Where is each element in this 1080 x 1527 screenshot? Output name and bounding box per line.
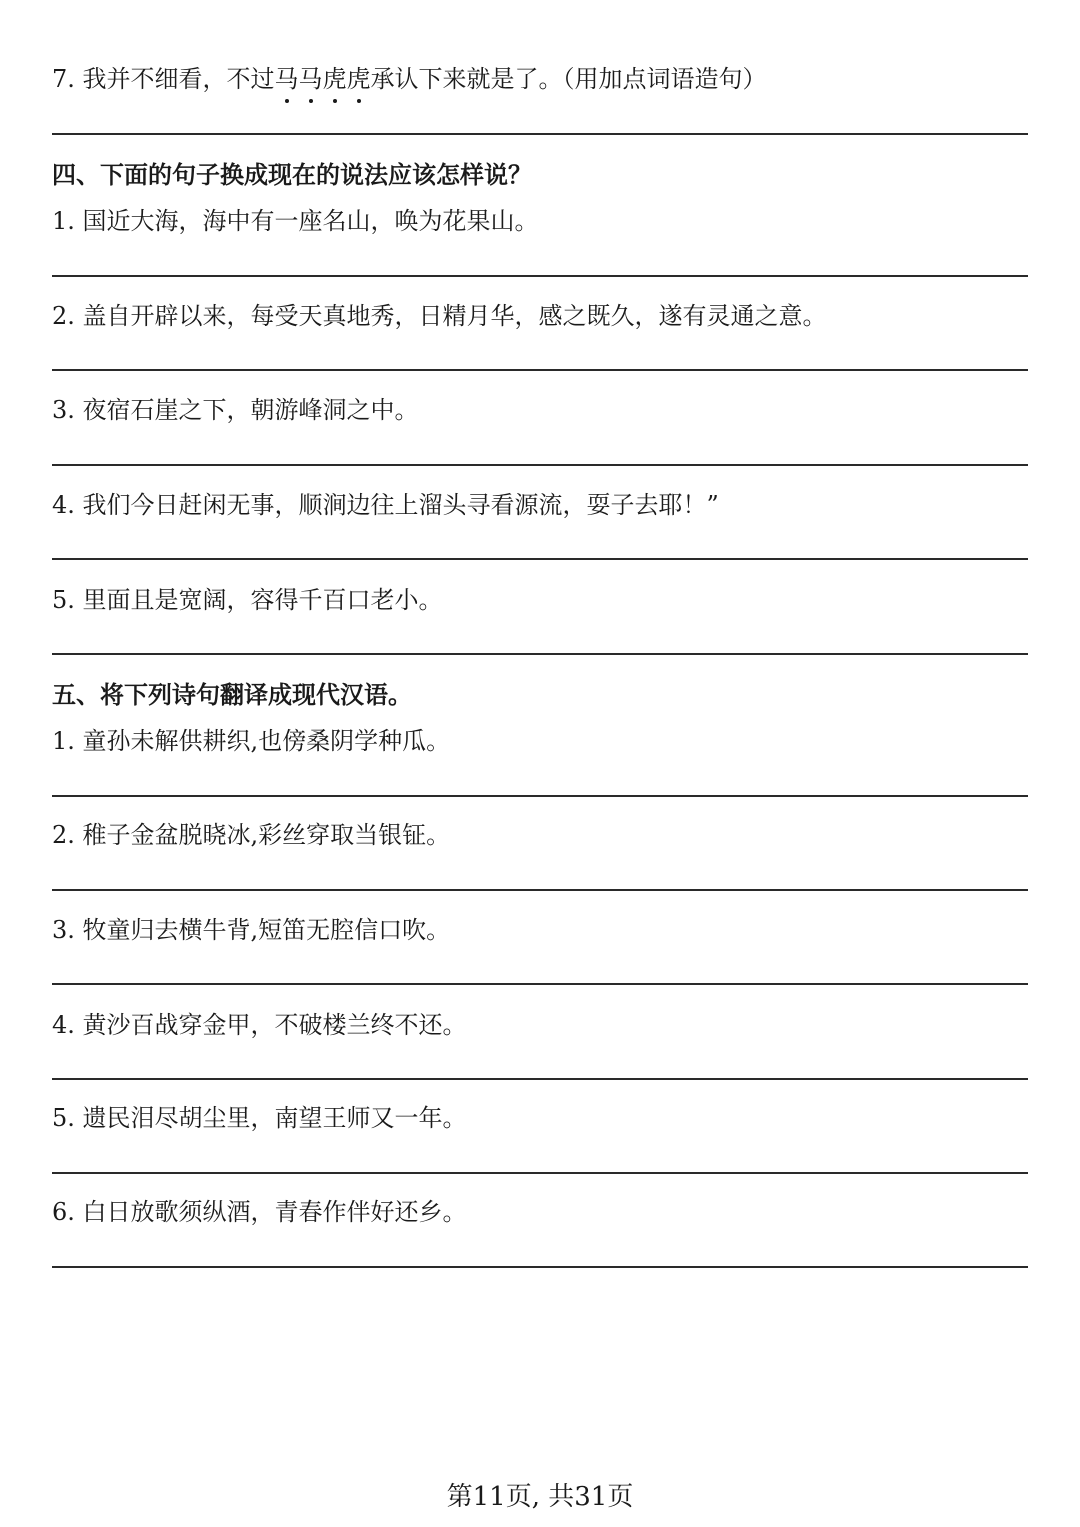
answer-line[interactable] <box>52 369 1028 371</box>
page-number: 第11页, 共31页 <box>446 1482 634 1512</box>
section-5-item-4: 4. 黄沙百战穿金甲，不破楼兰终不还。 <box>52 1011 467 1039</box>
answer-line[interactable] <box>52 1078 1028 1080</box>
answer-line[interactable] <box>52 983 1028 985</box>
answer-line[interactable] <box>52 464 1028 466</box>
section-5-item-3: 3. 牧童归去横牛背,短笛无腔信口吹。 <box>52 916 451 944</box>
dotted-char: 虎 <box>347 62 371 96</box>
answer-line[interactable] <box>52 558 1028 560</box>
dotted-char: 虎 <box>323 62 347 96</box>
answer-line[interactable] <box>52 275 1028 277</box>
answer-line[interactable] <box>52 795 1028 797</box>
answer-line[interactable] <box>52 889 1028 891</box>
section-4-item-4: 4. 我们今日赶闲无事，顺涧边往上溜头寻看源流，耍子去耶！” <box>52 491 719 519</box>
question-7-suffix: 承认下来就是了。（用加点词语造句） <box>370 65 767 93</box>
dotted-char: 马 <box>299 62 323 96</box>
question-7 <box>52 62 1028 96</box>
section-5-item-5: 5. 遗民泪尽胡尘里，南望王师又一年。 <box>52 1104 467 1132</box>
section-5-item-6: 6. 白日放歌须纵酒，青春作伴好还乡。 <box>52 1198 467 1226</box>
section-4-item-3: 3. 夜宿石崖之下，朝游峰洞之中。 <box>52 396 419 424</box>
section-4-heading: 四、下面的句子换成现在的说法应该怎样说？ <box>52 161 532 189</box>
question-7-prefix: 7. 我并不细看，不过 <box>52 65 275 93</box>
section-5-item-2: 2. 稚子金盆脱晓冰,彩丝穿取当银钲。 <box>52 821 451 849</box>
answer-line[interactable] <box>52 133 1028 135</box>
answer-line[interactable] <box>52 653 1028 655</box>
answer-line[interactable] <box>52 1172 1028 1174</box>
section-4-item-2: 2. 盖自开辟以来，每受天真地秀，日精月华，感之既久，遂有灵通之意。 <box>52 302 827 330</box>
section-5-heading: 五、将下列诗句翻译成现代汉语。 <box>52 681 412 709</box>
section-4-item-5: 5. 里面且是宽阔，容得千百口老小。 <box>52 586 443 614</box>
answer-line[interactable] <box>52 1266 1028 1268</box>
dotted-char: 马 <box>275 62 299 96</box>
section-5-item-1: 1. 童孙未解供耕织,也傍桑阴学种瓜。 <box>52 727 451 755</box>
section-4-item-1: 1. 国近大海，海中有一座名山，唤为花果山。 <box>52 207 539 235</box>
